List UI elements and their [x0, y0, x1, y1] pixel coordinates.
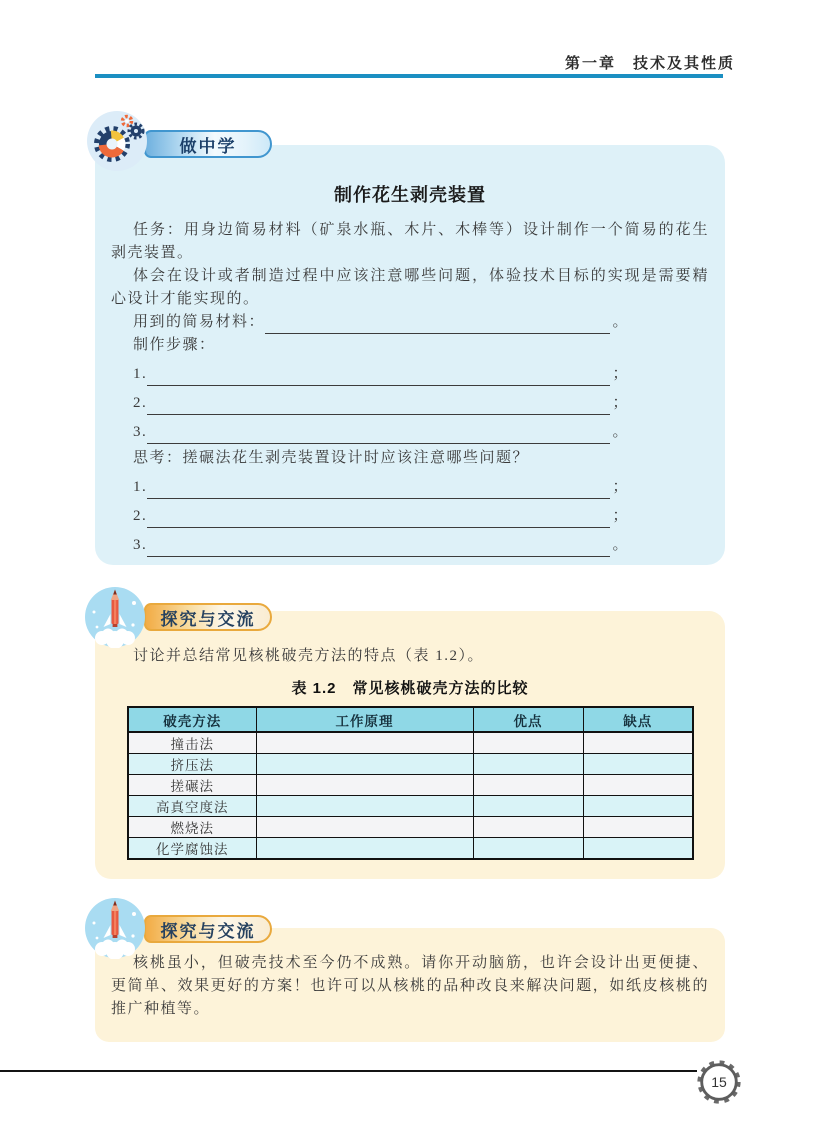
- step-row: [133, 363, 629, 386]
- cons-cell: [583, 732, 693, 754]
- walnut-methods-table: [127, 706, 694, 860]
- explore-exchange-badge: [144, 915, 272, 943]
- principle-cell: [256, 754, 473, 775]
- chapter-header: 第一章 技术及其性质: [564, 55, 735, 72]
- page-number: 15: [711, 1074, 727, 1090]
- explore-exchange-badge: [144, 603, 272, 631]
- pros-cell: [473, 796, 583, 817]
- method-cell: 化学腐蚀法: [128, 838, 256, 860]
- table-header-row: [128, 707, 693, 732]
- principle-cell: [256, 838, 473, 860]
- pros-cell: [473, 775, 583, 796]
- task-paragraph: 任务：用身边简易材料（矿泉水瓶、木片、木棒等）设计制作一个简易的花生剥壳装置。: [111, 222, 709, 261]
- col-header-pros: 优点: [473, 707, 583, 732]
- step-punct: ；: [612, 366, 629, 382]
- table-row: [128, 817, 693, 838]
- cons-cell: [583, 796, 693, 817]
- pros-cell: [473, 817, 583, 838]
- table-row: [128, 754, 693, 775]
- cons-cell: [583, 754, 693, 775]
- col-header-cons: 缺点: [583, 707, 693, 732]
- table-row: [128, 838, 693, 860]
- fill-blank: [147, 394, 610, 415]
- method-cell: 挤压法: [128, 754, 256, 775]
- pros-cell: [473, 732, 583, 754]
- table-row: [128, 796, 693, 817]
- step-row: [133, 392, 629, 415]
- fill-blank: [147, 423, 610, 444]
- table-row: [128, 732, 693, 754]
- principle-cell: [256, 796, 473, 817]
- think-punct: 。: [612, 537, 629, 553]
- fill-blank: [147, 478, 610, 499]
- rocket-icon: [84, 897, 146, 959]
- learn-by-doing-badge: [144, 130, 272, 158]
- fill-blank: [147, 536, 610, 557]
- steps-label: 制作步骤：: [133, 337, 216, 353]
- cons-cell: [583, 838, 693, 860]
- method-cell: 撞击法: [128, 732, 256, 754]
- rocket-icon: [84, 586, 146, 648]
- footer-rule: [0, 1070, 697, 1072]
- think-punct: ；: [612, 508, 629, 524]
- think-row: [133, 505, 629, 528]
- fill-blank: [147, 507, 610, 528]
- method-cell: 搓碾法: [128, 775, 256, 796]
- step-number: 1.: [133, 366, 148, 382]
- step-number: 2.: [133, 395, 148, 411]
- activity-title: 制作花生剥壳装置: [334, 185, 486, 205]
- cons-cell: [583, 775, 693, 796]
- fill-blank: [147, 365, 610, 386]
- explore-exchange-label: 探究与交流: [160, 921, 256, 941]
- chapter-rule: [95, 74, 723, 78]
- step-punct: ；: [612, 395, 629, 411]
- explore-panel-1: [95, 611, 725, 879]
- pros-cell: [473, 838, 583, 860]
- step-punct: 。: [612, 424, 629, 440]
- gears-icon: [86, 110, 148, 172]
- think-number: 2.: [133, 508, 148, 524]
- learn-by-doing-label: 做中学: [179, 136, 237, 156]
- explore-panel-2: [95, 928, 725, 1042]
- materials-row: [133, 311, 629, 334]
- principle-cell: [256, 817, 473, 838]
- principle-cell: [256, 732, 473, 754]
- think-number: 3.: [133, 537, 148, 553]
- think-row: [133, 476, 629, 499]
- step-row: [133, 421, 629, 444]
- table-row: [128, 775, 693, 796]
- cons-cell: [583, 817, 693, 838]
- col-header-method: 破壳方法: [128, 707, 256, 732]
- think-row: [133, 534, 629, 557]
- think-question: 思考：搓碾法花生剥壳装置设计时应该注意哪些问题？: [133, 450, 530, 466]
- think-punct: ；: [612, 479, 629, 495]
- pros-cell: [473, 754, 583, 775]
- think-number: 1.: [133, 479, 148, 495]
- principle-cell: [256, 775, 473, 796]
- explore2-body: 核桃虽小，但破壳技术至今仍不成熟。请你开动脑筋，也许会设计出更便捷、更简单、效果更好的方案！也许可以从核桃的品种改良来解决问题，如纸皮核桃的推广种植等。: [111, 955, 709, 1017]
- explore-exchange-label: 探究与交流: [160, 609, 256, 629]
- fill-blank: [265, 313, 610, 334]
- explore1-intro: 讨论并总结常见核桃破壳方法的特点（表 1.2）。: [133, 648, 485, 664]
- learn-by-doing-panel: [95, 145, 725, 565]
- materials-punct: 。: [612, 314, 629, 330]
- materials-label: 用到的简易材料：: [133, 314, 266, 330]
- step-number: 3.: [133, 424, 148, 440]
- col-header-principle: 工作原理: [256, 707, 473, 732]
- method-cell: 燃烧法: [128, 817, 256, 838]
- table-caption: 表 1.2 常见核桃破壳方法的比较: [291, 680, 529, 697]
- method-cell: 高真空度法: [128, 796, 256, 817]
- experience-paragraph: 体会在设计或者制造过程中应该注意哪些问题，体验技术目标的实现是需要精心设计才能实现的。: [111, 268, 709, 307]
